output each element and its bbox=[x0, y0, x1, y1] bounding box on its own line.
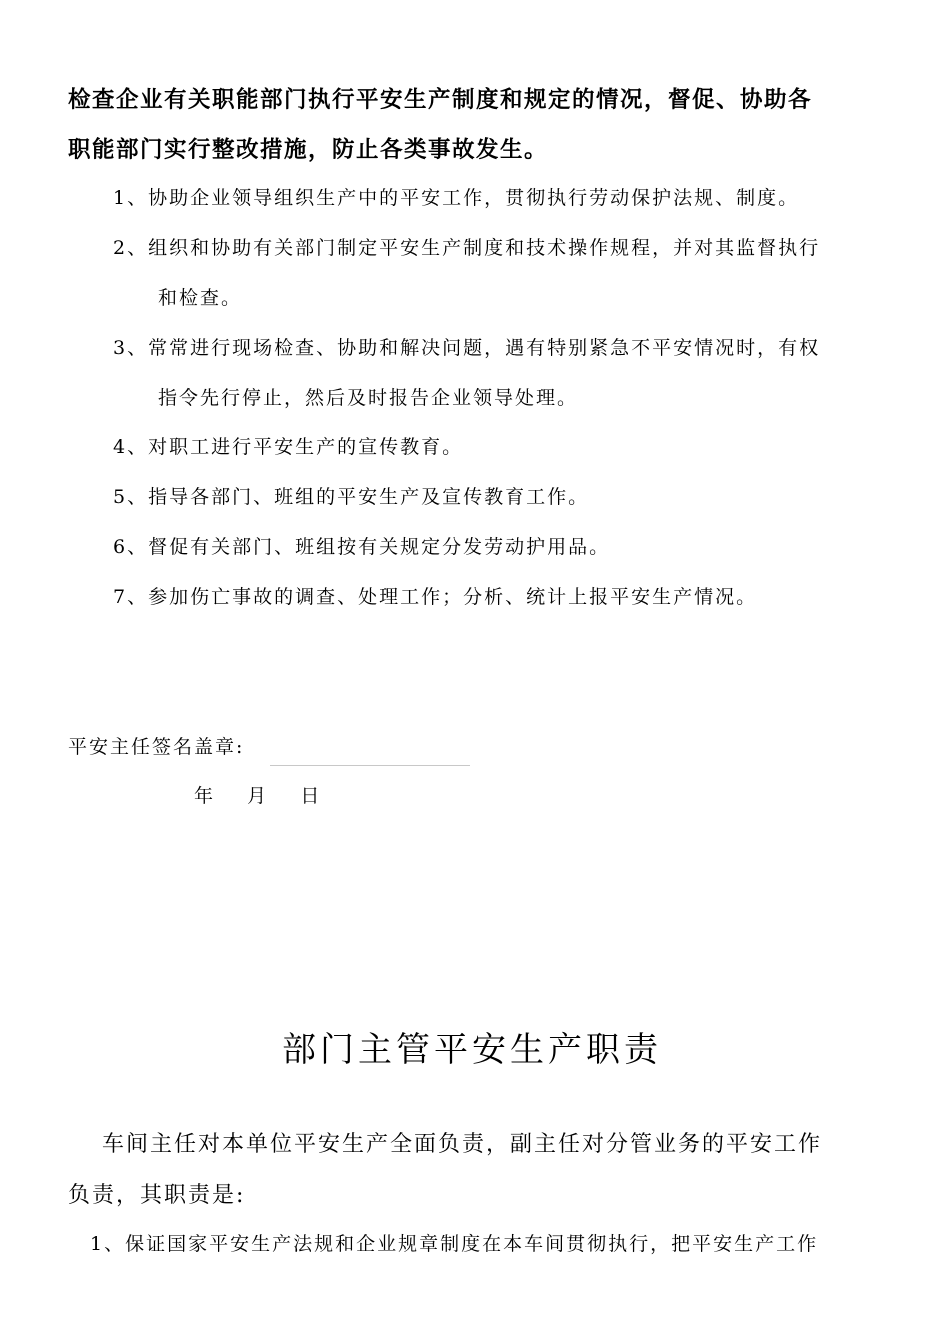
signature-line[interactable] bbox=[270, 765, 470, 766]
intro-line-2: 职能部门实行整改措施，防止各类事故发生。 bbox=[68, 137, 549, 163]
list-item-3-cont: 指令先行停止，然后及时报告企业领导处理。 bbox=[158, 387, 579, 409]
list-item-2-cont: 和检查。 bbox=[158, 287, 243, 309]
list-item-6: 6、督促有关部门、班组按有关规定分发劳动护用品。 bbox=[113, 536, 611, 558]
section-list-item-1: 1、保证国家平安生产法规和企业规章制度在本车间贯彻执行，把平安生产工作 bbox=[90, 1233, 819, 1255]
section-title: 部门主管平安生产职责 bbox=[282, 1030, 662, 1070]
signature-label: 平安主任签名盖章: bbox=[68, 736, 245, 758]
list-item-4: 4、对职工进行平安生产的宣传教育。 bbox=[113, 436, 464, 458]
signature-date: 年 月 日 bbox=[194, 785, 322, 807]
list-item-7: 7、参加伤亡事故的调查、处理工作；分析、统计上报平安生产情况。 bbox=[113, 586, 758, 608]
section-para-line-1: 车间主任对本单位平安生产全面负责，副主任对分管业务的平安工作 bbox=[102, 1132, 823, 1157]
list-item-1: 1、协助企业领导组织生产中的平安工作，贯彻执行劳动保护法规、制度。 bbox=[113, 187, 800, 209]
section-para-line-2: 负责，其职责是: bbox=[68, 1183, 246, 1208]
list-item-3: 3、常常进行现场检查、协助和解决问题，遇有特别紧急不平安情况时，有权 bbox=[113, 337, 821, 359]
list-item-5: 5、指导各部门、班组的平安生产及宣传教育工作。 bbox=[113, 486, 590, 508]
intro-line-1: 检查企业有关职能部门执行平安生产制度和规定的情况，督促、协助各 bbox=[68, 87, 813, 113]
list-item-2: 2、组织和协助有关部门制定平安生产制度和技术操作规程，并对其监督执行 bbox=[113, 237, 821, 259]
